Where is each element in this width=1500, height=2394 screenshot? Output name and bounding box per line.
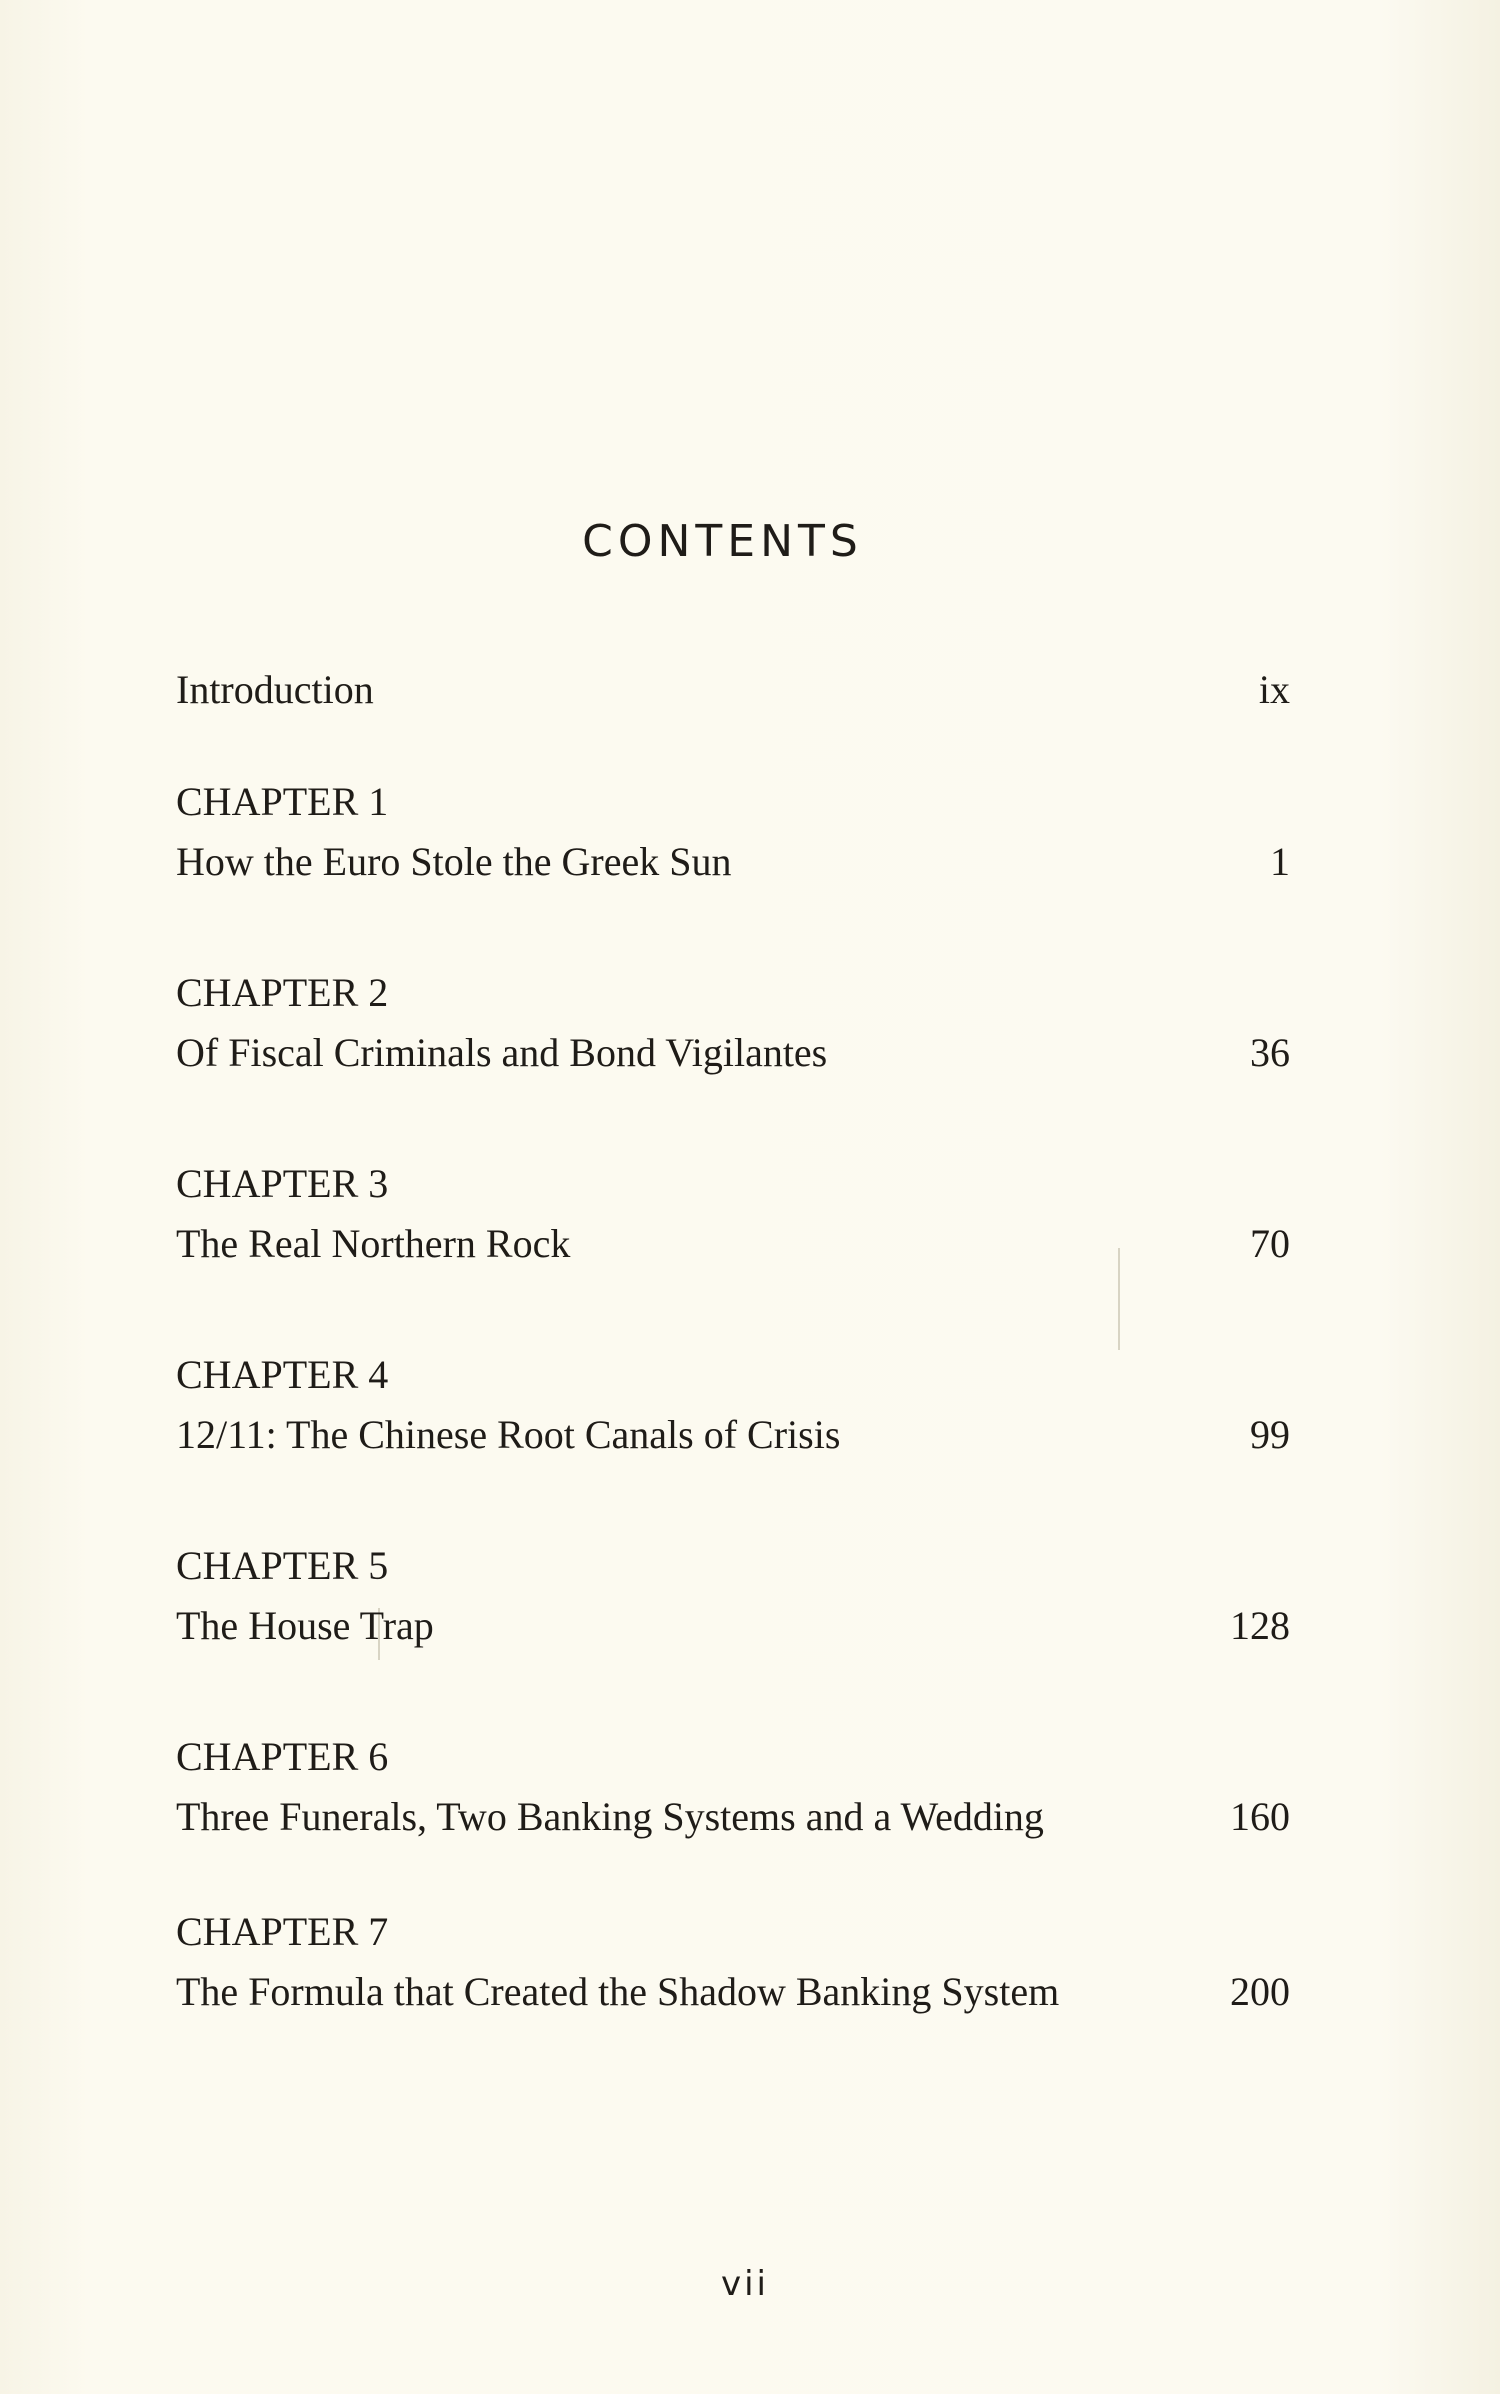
chapter-page: 36 <box>1250 1030 1290 1075</box>
toc-chapter-6[interactable] <box>176 1732 1290 1852</box>
chapter-page: 1 <box>1270 839 1290 884</box>
toc-intro-page: ix <box>1258 667 1290 712</box>
toc-chapter-7[interactable] <box>176 1907 1290 2027</box>
chapter-label: CHAPTER 3 <box>176 1161 389 1206</box>
chapter-page: 70 <box>1250 1221 1290 1266</box>
chapter-title: The Real Northern Rock <box>176 1221 571 1266</box>
chapter-label: CHAPTER 5 <box>176 1543 389 1588</box>
chapter-page: 99 <box>1250 1412 1290 1457</box>
toc-chapter-1[interactable] <box>176 777 1290 897</box>
chapter-title: The House Trap <box>176 1603 434 1648</box>
chapter-title: 12/11: The Chinese Root Canals of Crisis <box>176 1412 841 1457</box>
chapter-page: 160 <box>1230 1794 1290 1839</box>
toc-chapter-4[interactable] <box>176 1350 1290 1470</box>
chapter-title: The Formula that Created the Shadow Banking System <box>176 1969 1060 2014</box>
chapter-label: CHAPTER 7 <box>176 1909 389 1954</box>
chapter-title: How the Euro Stole the Greek Sun <box>176 839 732 884</box>
page-number: vii <box>720 2264 769 2304</box>
toc-intro-title: Introduction <box>176 667 374 712</box>
contents-heading: CONTENTS <box>582 516 863 567</box>
chapter-title: Three Funerals, Two Banking Systems and a Wedding <box>176 1794 1044 1839</box>
chapter-page: 128 <box>1230 1603 1290 1648</box>
chapter-title: Of Fiscal Criminals and Bond Vigilantes <box>176 1030 828 1075</box>
chapter-label: CHAPTER 1 <box>176 779 389 824</box>
toc-intro[interactable] <box>176 665 1290 725</box>
chapter-label: CHAPTER 6 <box>176 1734 389 1779</box>
toc-chapter-2[interactable] <box>176 968 1290 1088</box>
chapter-page: 200 <box>1230 1969 1290 2014</box>
toc-chapter-5[interactable] <box>176 1541 1290 1661</box>
chapter-label: CHAPTER 4 <box>176 1352 389 1397</box>
toc-chapter-3[interactable] <box>176 1159 1290 1279</box>
chapter-label: CHAPTER 2 <box>176 970 389 1015</box>
